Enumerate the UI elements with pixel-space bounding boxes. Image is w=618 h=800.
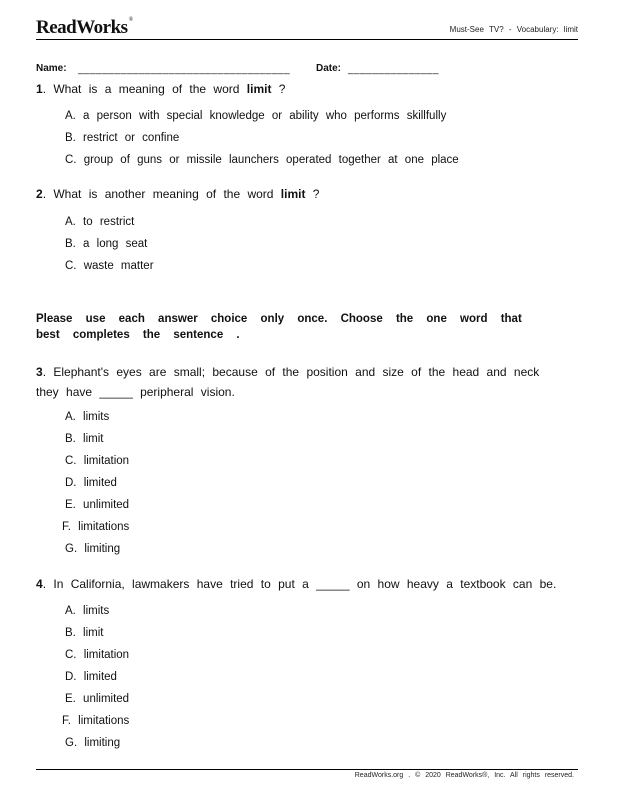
question-number: 1 [36, 82, 43, 96]
q4-option-f[interactable]: F. limitations [62, 715, 130, 727]
question-number: 3 [36, 365, 43, 379]
header-rule [36, 39, 578, 40]
question-text: . What is a meaning of the word [42, 82, 247, 96]
question-4 [36, 577, 556, 591]
question-number: 4 [36, 577, 43, 591]
question-number: 2 [36, 187, 43, 201]
q1-option-b[interactable]: B. restrict or confine [65, 132, 180, 144]
q1-option-a[interactable]: A. a person with special knowledge or ability who performs skillfully [65, 110, 447, 122]
question-2 [36, 187, 319, 201]
q2-option-b[interactable]: B. a long seat [65, 238, 148, 250]
q4-option-c[interactable]: C. limitation [65, 649, 130, 661]
question-text-end: ? [305, 187, 320, 201]
q3-option-b[interactable]: B. limit [65, 433, 104, 445]
q3-option-f[interactable]: F. limitations [62, 521, 130, 533]
q4-option-g[interactable]: G. limiting [65, 737, 121, 749]
q3-option-e[interactable]: E. unlimited [65, 499, 130, 511]
name-field[interactable]: ___________________________________ [78, 64, 291, 75]
date-field[interactable]: _______________ [348, 64, 439, 75]
question-text: . Elephant's eyes are small; because of the position and size of the head and neck they have _____ peripheral vision. [36, 365, 540, 399]
q1-option-c[interactable]: C. group of guns or missile launchers operated together at one place [65, 154, 459, 166]
q4-option-d[interactable]: D. limited [65, 671, 117, 683]
question-text-end: ? [271, 82, 286, 96]
date-label: Date: [316, 63, 342, 74]
name-label: Name: [36, 63, 67, 74]
q4-option-e[interactable]: E. unlimited [65, 693, 130, 705]
q4-option-a[interactable]: A. limits [65, 605, 110, 617]
question-text: . In California, lawmakers have tried to put a _____ on how heavy a textbook can be. [42, 577, 557, 591]
footer-rule [36, 769, 578, 770]
question-keyword: limit [246, 82, 272, 96]
q3-option-d[interactable]: D. limited [65, 477, 117, 489]
q2-option-c[interactable]: C. waste matter [65, 260, 154, 272]
q2-option-a[interactable]: A. to restrict [65, 216, 135, 228]
footer-copyright: ReadWorks.org . © 2020 ReadWorks®, Inc. All rights reserved. [354, 772, 574, 779]
question-keyword: limit [280, 187, 306, 201]
question-text: . What is another meaning of the word [42, 187, 281, 201]
q4-option-b[interactable]: B. limit [65, 627, 104, 639]
q3-option-a[interactable]: A. limits [65, 411, 110, 423]
header-info: Must-See TV? - Vocabulary: limit [449, 25, 578, 34]
logo: ReadWorks® [36, 17, 133, 38]
instructions: Please use each answer choice only once. Choose the one word that best completes the sentence . [36, 313, 522, 341]
q3-option-c[interactable]: C. limitation [65, 455, 130, 467]
q3-option-g[interactable]: G. limiting [65, 543, 121, 555]
question-3 [36, 362, 556, 402]
question-1 [36, 82, 285, 96]
